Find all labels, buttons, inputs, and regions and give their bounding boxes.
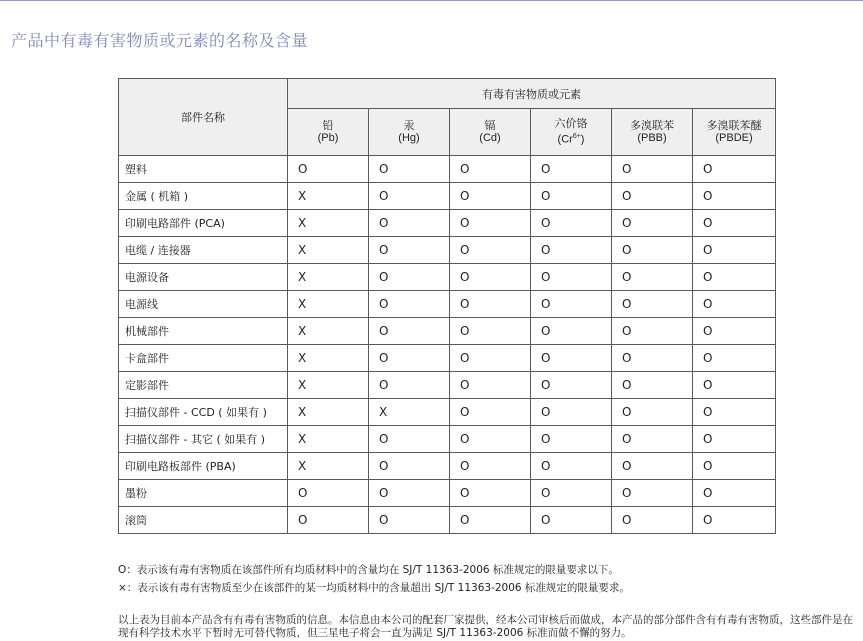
substance-mark-cell: O <box>369 345 450 372</box>
substance-mark-cell: X <box>288 372 369 399</box>
substance-mark-cell: O <box>288 507 369 534</box>
substance-mark-cell: O <box>369 291 450 318</box>
substance-mark-cell: O <box>369 318 450 345</box>
substance-mark-cell: O <box>288 480 369 507</box>
substance-mark-cell: O <box>450 426 531 453</box>
part-name-cell: 定影部件 <box>119 372 288 399</box>
substance-mark-cell: X <box>288 237 369 264</box>
substance-mark-cell: O <box>693 345 776 372</box>
table-row <box>119 426 776 453</box>
part-name-cell: 墨粉 <box>119 480 288 507</box>
substance-mark-cell: O <box>450 372 531 399</box>
top-rule <box>0 0 863 1</box>
substance-mark-cell: O <box>531 426 612 453</box>
substance-mark-cell: O <box>693 291 776 318</box>
substance-mark-cell: O <box>450 480 531 507</box>
x-legend-note: ×：表示该有毒有害物质至少在该部件的某一均质材料中的含量超出 SJ/T 11363-2006 标准规定的限量要求。 <box>118 582 630 594</box>
substance-mark-cell: O <box>450 345 531 372</box>
substance-mark-cell: O <box>450 399 531 426</box>
substance-abbreviation: (Pb) <box>317 132 339 144</box>
substance-mark-cell: O <box>612 453 693 480</box>
substance-mark-cell: O <box>531 372 612 399</box>
table-row <box>119 183 776 210</box>
substance-mark-cell: X <box>288 345 369 372</box>
substance-mark-cell: O <box>693 453 776 480</box>
substance-mark-cell: O <box>693 237 776 264</box>
substance-abbreviation: (PBDE) <box>715 132 753 144</box>
substance-header <box>369 109 450 156</box>
substance-header <box>450 109 531 156</box>
substance-mark-cell: O <box>450 210 531 237</box>
table-row <box>119 507 776 534</box>
substance-mark-cell: O <box>531 156 612 183</box>
part-name-cell: 电缆 / 连接器 <box>119 237 288 264</box>
substance-abbreviation: (Hg) <box>398 132 420 144</box>
substance-mark-cell: O <box>612 426 693 453</box>
table-row <box>119 318 776 345</box>
substance-mark-cell: O <box>612 345 693 372</box>
substance-mark-cell: X <box>288 453 369 480</box>
table-row <box>119 480 776 507</box>
substance-name: 六价铬 <box>554 117 588 131</box>
substance-mark-cell: X <box>288 264 369 291</box>
substance-mark-cell: O <box>450 453 531 480</box>
table-row <box>119 156 776 183</box>
table-row <box>119 399 776 426</box>
substance-mark-cell: O <box>450 156 531 183</box>
substance-mark-cell: O <box>369 507 450 534</box>
substance-mark-cell: O <box>450 237 531 264</box>
substance-mark-cell: X <box>288 291 369 318</box>
substance-mark-cell: X <box>288 183 369 210</box>
substance-mark-cell: O <box>531 507 612 534</box>
substance-mark-cell: O <box>450 291 531 318</box>
part-name-cell: 扫描仪部件 - 其它 ( 如果有 ) <box>119 426 288 453</box>
substance-mark-cell: X <box>288 210 369 237</box>
substance-mark-cell: O <box>693 210 776 237</box>
substance-mark-cell: O <box>531 237 612 264</box>
substance-mark-cell: O <box>369 480 450 507</box>
substance-mark-cell: O <box>612 237 693 264</box>
substance-header <box>693 109 776 156</box>
substance-mark-cell: O <box>612 156 693 183</box>
substance-mark-cell: O <box>369 264 450 291</box>
substance-mark-cell: O <box>612 264 693 291</box>
substance-mark-cell: O <box>612 507 693 534</box>
substance-mark-cell: O <box>531 183 612 210</box>
part-name-cell: 滚筒 <box>119 507 288 534</box>
substance-name: 镉 <box>484 119 496 132</box>
substance-mark-cell: O <box>369 372 450 399</box>
substance-mark-cell: O <box>369 426 450 453</box>
substance-mark-cell: O <box>693 318 776 345</box>
substance-group-header: 有毒有害物质或元素 <box>288 79 776 109</box>
substance-mark-cell: O <box>531 318 612 345</box>
table-row <box>119 291 776 318</box>
substance-mark-cell: O <box>450 183 531 210</box>
part-name-cell: 塑料 <box>119 156 288 183</box>
substance-mark-cell: O <box>693 426 776 453</box>
substance-abbreviation: (Cd) <box>479 132 501 144</box>
hazardous-substance-table <box>118 78 776 534</box>
substance-mark-cell: O <box>531 399 612 426</box>
substance-name: 多溴联苯 <box>630 119 674 132</box>
substance-header <box>612 109 693 156</box>
substance-mark-cell: O <box>612 291 693 318</box>
substance-mark-cell: O <box>693 264 776 291</box>
substance-mark-cell: O <box>693 372 776 399</box>
part-name-cell: 电源设备 <box>119 264 288 291</box>
substance-mark-cell: O <box>693 507 776 534</box>
part-name-cell: 印刷电路部件 (PCA) <box>119 210 288 237</box>
substance-abbreviation: (PBB) <box>637 132 667 144</box>
part-name-cell: 金属 ( 机箱 ) <box>119 183 288 210</box>
table-row <box>119 264 776 291</box>
substance-mark-cell: O <box>531 480 612 507</box>
page-title: 产品中有毒有害物质或元素的名称及含量 <box>11 31 309 50</box>
substance-mark-cell: O <box>369 210 450 237</box>
substance-mark-cell: O <box>288 156 369 183</box>
substance-mark-cell: O <box>612 399 693 426</box>
substance-mark-cell: O <box>531 345 612 372</box>
substance-mark-cell: O <box>369 183 450 210</box>
substance-mark-cell: O <box>612 183 693 210</box>
substance-mark-cell: O <box>612 318 693 345</box>
substance-mark-cell: O <box>369 156 450 183</box>
substance-mark-cell: O <box>531 291 612 318</box>
substance-mark-cell: O <box>450 318 531 345</box>
substance-name: 铅 <box>322 119 334 132</box>
part-name-cell: 印刷电路板部件 (PBA) <box>119 453 288 480</box>
part-name-cell: 扫描仪部件 - CCD ( 如果有 ) <box>119 399 288 426</box>
substance-header <box>288 109 369 156</box>
substance-mark-cell: O <box>450 264 531 291</box>
substance-mark-cell: O <box>612 372 693 399</box>
substance-mark-cell: O <box>693 156 776 183</box>
substance-name: 汞 <box>403 119 415 132</box>
substance-mark-cell: O <box>369 453 450 480</box>
part-name-cell: 电源线 <box>119 291 288 318</box>
table-row <box>119 210 776 237</box>
part-name-header: 部件名称 <box>119 79 288 156</box>
part-name-cell: 卡盒部件 <box>119 345 288 372</box>
substance-mark-cell: O <box>612 480 693 507</box>
substance-mark-cell: O <box>693 183 776 210</box>
substance-mark-cell: X <box>369 399 450 426</box>
table-row <box>119 345 776 372</box>
substance-mark-cell: O <box>693 480 776 507</box>
substance-mark-cell: O <box>531 453 612 480</box>
substance-mark-cell: O <box>531 210 612 237</box>
disclosure-statement: 以上表为目前本产品含有有毒有害物质的信息。本信息由本公司的配套厂家提供，经本公司审核后而做成，本产品的部分部件含有有毒有害物质，这些部件是在现有科学技术水平下暂时无可替代物质，但三星电子将会一直为满足 SJ/T 11363-2006 标准而做不懈的努力。 <box>118 614 853 639</box>
substance-mark-cell: O <box>612 210 693 237</box>
substance-mark-cell: O <box>450 507 531 534</box>
o-legend-note: O：表示该有毒有害物质在该部件所有均质材料中的含量均在 SJ/T 11363-2006 标准规定的限量要求以下。 <box>118 564 619 576</box>
table-row <box>119 237 776 264</box>
table-row <box>119 453 776 480</box>
substance-name: 多溴联苯醚 <box>706 119 762 132</box>
part-name-cell: 机械部件 <box>119 318 288 345</box>
substance-mark-cell: O <box>693 399 776 426</box>
substance-mark-cell: O <box>531 264 612 291</box>
substance-header <box>531 109 612 156</box>
substance-mark-cell: X <box>288 318 369 345</box>
substance-mark-cell: X <box>288 426 369 453</box>
substance-abbreviation: $(Cr^{6+})$ <box>557 133 585 146</box>
table-row <box>119 372 776 399</box>
substance-mark-cell: O <box>369 237 450 264</box>
substance-mark-cell: X <box>288 399 369 426</box>
